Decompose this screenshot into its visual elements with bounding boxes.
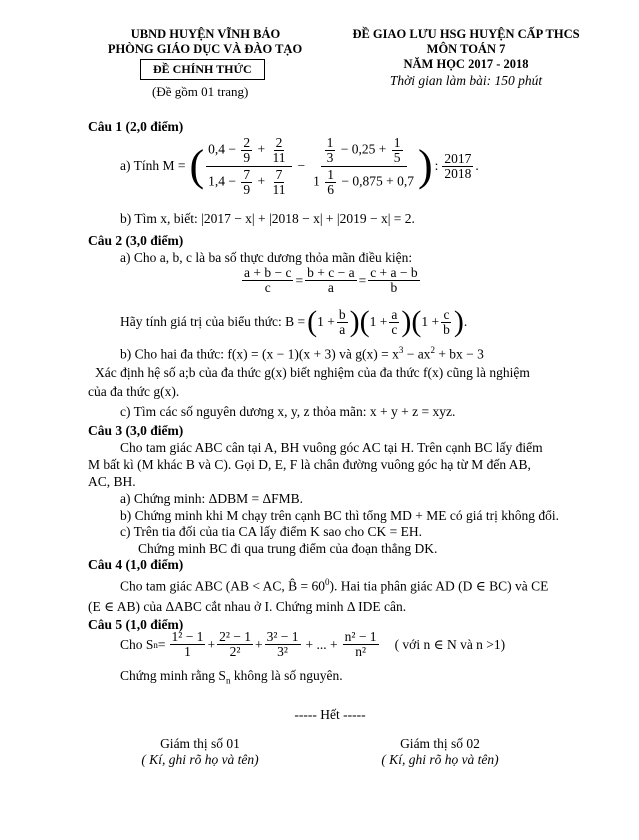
q5-sum bbox=[120, 630, 505, 659]
den: a bbox=[327, 280, 334, 295]
department-name: PHÒNG GIÁO DỤC VÀ ĐÀO TẠO bbox=[107, 42, 303, 56]
den: b bbox=[390, 280, 398, 295]
q4-line1 bbox=[120, 577, 548, 595]
q5-prove bbox=[120, 668, 343, 686]
f2-top-text: − 0,25 + bbox=[340, 141, 387, 157]
q4-line2: (E ∈ AB) của ΔABC cắt nhau ở I. Chứng minh Δ IDE cân. bbox=[88, 599, 407, 614]
fa-num: 2 bbox=[243, 134, 251, 150]
district-name: UBND HUYỆN VĨNH BẢO bbox=[130, 27, 281, 41]
fb-den: 11 bbox=[272, 149, 286, 165]
q1-title: Câu 1 (2,0 điểm) bbox=[88, 119, 184, 134]
colon: : bbox=[434, 158, 439, 173]
den: 1 bbox=[184, 644, 191, 659]
end-marker: ----- Hết ----- bbox=[294, 707, 366, 722]
den: b bbox=[443, 321, 450, 337]
duration: Thời gian làm bài: 150 phút bbox=[389, 73, 543, 88]
num: n² − 1 bbox=[344, 629, 377, 644]
f3-den: 2018 bbox=[444, 165, 472, 181]
q2b-line2: Xác định hệ số a;b của đa thức g(x) biết nghiệm của đa thức f(x) cũng là nghiệm bbox=[95, 365, 530, 380]
cond-frac3 bbox=[368, 266, 419, 295]
mixed-int: 1 bbox=[313, 173, 320, 189]
f1-bot-fb bbox=[271, 168, 288, 197]
exp: 3 bbox=[398, 345, 404, 355]
q1a-label: a) Tính M = bbox=[120, 158, 186, 173]
cho: Cho S bbox=[120, 636, 154, 652]
q2a-intro: a) Cho a, b, c là ba số thực dương thỏa mãn điều kiện: bbox=[120, 250, 413, 265]
plus: + bbox=[254, 636, 263, 652]
fa-den: 9 bbox=[243, 181, 251, 197]
fb-den: 5 bbox=[393, 149, 401, 165]
plus: + bbox=[207, 636, 216, 652]
fa-num: 7 bbox=[243, 166, 251, 182]
condition: ( với n ∈ N và n >1) bbox=[394, 636, 506, 652]
school-year: NĂM HỌC 2017 - 2018 bbox=[403, 57, 529, 71]
fb-num: 7 bbox=[275, 166, 283, 182]
b-text3: + bx − 3 bbox=[434, 346, 484, 362]
subscript: n bbox=[225, 675, 231, 686]
supervisor-1: Giám thị số 01 bbox=[160, 736, 240, 751]
q1b-text: b) Tìm x, biết: |2017 − x| + |2018 − x| + |2019 − x| = 2. bbox=[120, 211, 415, 226]
q3-line3: AC, BH. bbox=[88, 474, 136, 489]
q4-text-b: ). Hai tia phân giác AD (D ∈ BC) và CE bbox=[329, 578, 549, 594]
period: . bbox=[463, 314, 468, 329]
one-plus: 1 + bbox=[317, 314, 335, 329]
q3c-text: c) Trên tia đối của tia CA lấy điểm K sao cho CK = EH. bbox=[120, 524, 422, 539]
prove-a: Chứng minh rằng S bbox=[120, 668, 226, 683]
f2-bot-fa bbox=[325, 168, 336, 197]
b-text1: b) Cho hai đa thức: f(x) = (x − 1)(x + 3) và g(x) = x bbox=[120, 346, 399, 362]
den: 3² bbox=[277, 644, 288, 659]
f1-top-fa bbox=[241, 136, 252, 165]
q4-text-a: Cho tam giác ABC (AB < AC, B̂ = 60 bbox=[120, 578, 325, 594]
num: c bbox=[443, 306, 450, 322]
q2b-line1 bbox=[120, 345, 484, 363]
q3-title: Câu 3 (3,0 điểm) bbox=[88, 423, 184, 438]
q1a-expression bbox=[120, 136, 479, 196]
q1a-frac2 bbox=[311, 136, 416, 197]
fa-num: 1 bbox=[327, 166, 335, 182]
equals: = bbox=[157, 636, 166, 652]
f1-top-fb bbox=[271, 136, 288, 165]
fa-den: 3 bbox=[326, 149, 334, 165]
fb-num: 1 bbox=[393, 134, 401, 150]
f2-bot-text: − 0,875 + 0,7 bbox=[341, 173, 414, 189]
term2 bbox=[217, 630, 253, 659]
q1a-frac1 bbox=[206, 136, 291, 197]
num: a + b − c bbox=[244, 265, 292, 280]
q1a-frac3 bbox=[442, 152, 473, 181]
equals: = bbox=[295, 272, 304, 288]
q3b-text: b) Chứng minh khi M chạy trên cạnh BC thì tổng MD + ME có giá trị không đổi. bbox=[120, 508, 560, 523]
f1-top-text: 0,4 − bbox=[208, 141, 237, 157]
f2-top-fb bbox=[392, 136, 403, 165]
paren: )( bbox=[349, 305, 370, 338]
supervisor-2-note: ( Kí, ghi rõ họ và tên) bbox=[381, 752, 499, 767]
subject: MÔN TOÁN 7 bbox=[426, 42, 506, 56]
f1-bot-fa bbox=[241, 168, 252, 197]
q3c-text2: Chứng minh BC đi qua trung điểm của đoạn thẳng DK. bbox=[138, 541, 438, 556]
q3a-text: a) Chứng minh: ΔDBM = ΔFMB. bbox=[120, 491, 304, 506]
fb-num: 2 bbox=[275, 134, 283, 150]
paren: ) bbox=[453, 305, 464, 338]
q3-line2: M bất kì (M khác B và C). Gọi D, E, F là chân đường vuông góc hạ từ M đến AB, bbox=[88, 457, 531, 472]
p2-frac bbox=[389, 308, 399, 337]
den: n² bbox=[355, 644, 366, 659]
p1-frac bbox=[337, 308, 348, 337]
q2a-find-b bbox=[120, 307, 467, 337]
degree: 0 bbox=[325, 577, 330, 587]
period: . bbox=[475, 158, 479, 173]
num: 2² − 1 bbox=[219, 629, 251, 644]
paren: ( bbox=[307, 305, 318, 338]
open-paren: ( bbox=[189, 141, 205, 190]
den: c bbox=[391, 321, 398, 337]
one-plus: 1 + bbox=[421, 314, 440, 329]
one-plus: 1 + bbox=[369, 314, 388, 329]
den: 2² bbox=[229, 644, 241, 659]
num: c + a − b bbox=[370, 265, 418, 280]
term3 bbox=[265, 630, 301, 659]
q2a-condition bbox=[240, 266, 422, 295]
f1-bot-text: 1,4 − bbox=[208, 173, 237, 189]
supervisor-1-note: ( Kí, ghi rõ họ và tên) bbox=[141, 752, 259, 767]
plus: + bbox=[257, 173, 266, 189]
cond-frac1 bbox=[242, 266, 293, 295]
fa-den: 6 bbox=[327, 181, 335, 197]
cond-frac2 bbox=[305, 266, 356, 295]
q5-title: Câu 5 (1,0 điểm) bbox=[88, 617, 184, 632]
f2-top-fa bbox=[325, 136, 336, 165]
paren: )( bbox=[401, 305, 422, 338]
subscript: n bbox=[153, 639, 158, 650]
q2b-line3: của đa thức g(x). bbox=[88, 384, 180, 399]
f3-num: 2017 bbox=[444, 150, 472, 166]
equals: = bbox=[358, 272, 367, 288]
supervisor-2: Giám thị số 02 bbox=[400, 736, 480, 751]
prove-b: không là số nguyên. bbox=[230, 668, 343, 683]
num: b + c − a bbox=[307, 265, 355, 280]
den: a bbox=[339, 321, 346, 337]
num: a bbox=[391, 306, 398, 322]
fb-den: 11 bbox=[272, 181, 286, 197]
find-text: Hãy tính giá trị của biểu thức: B = bbox=[120, 314, 306, 329]
term1 bbox=[170, 630, 206, 659]
p3-frac bbox=[441, 308, 452, 337]
b-text2: − ax bbox=[403, 346, 431, 362]
q3-line1: Cho tam giác ABC cân tại A, BH vuông góc AC tại H. Trên cạnh BC lấy điểm bbox=[120, 440, 543, 455]
fa-num: 1 bbox=[326, 134, 334, 150]
plus: + bbox=[257, 141, 266, 157]
num: b bbox=[338, 306, 346, 322]
page-count: (Đề gồm 01 trang) bbox=[152, 84, 249, 99]
exam-title: ĐỀ GIAO LƯU HSG HUYỆN CẤP THCS bbox=[352, 27, 580, 41]
q4-title: Câu 4 (1,0 điểm) bbox=[88, 557, 184, 572]
den: c bbox=[264, 280, 271, 295]
fa-den: 9 bbox=[243, 149, 251, 165]
termn bbox=[343, 630, 379, 659]
num: 3² − 1 bbox=[266, 629, 299, 644]
exp: 2 bbox=[430, 345, 435, 355]
close-paren: ) bbox=[418, 141, 433, 190]
q2-title: Câu 2 (3,0 điểm) bbox=[88, 233, 184, 248]
minus: − bbox=[297, 158, 306, 173]
q2c-text: c) Tìm các số nguyên dương x, y, z thỏa mãn: x + y + z = xyz. bbox=[120, 404, 456, 419]
official-badge: ĐỀ CHÍNH THỨC bbox=[140, 59, 265, 80]
ellipsis: + ... + bbox=[305, 636, 338, 652]
num: 1² − 1 bbox=[171, 629, 204, 644]
